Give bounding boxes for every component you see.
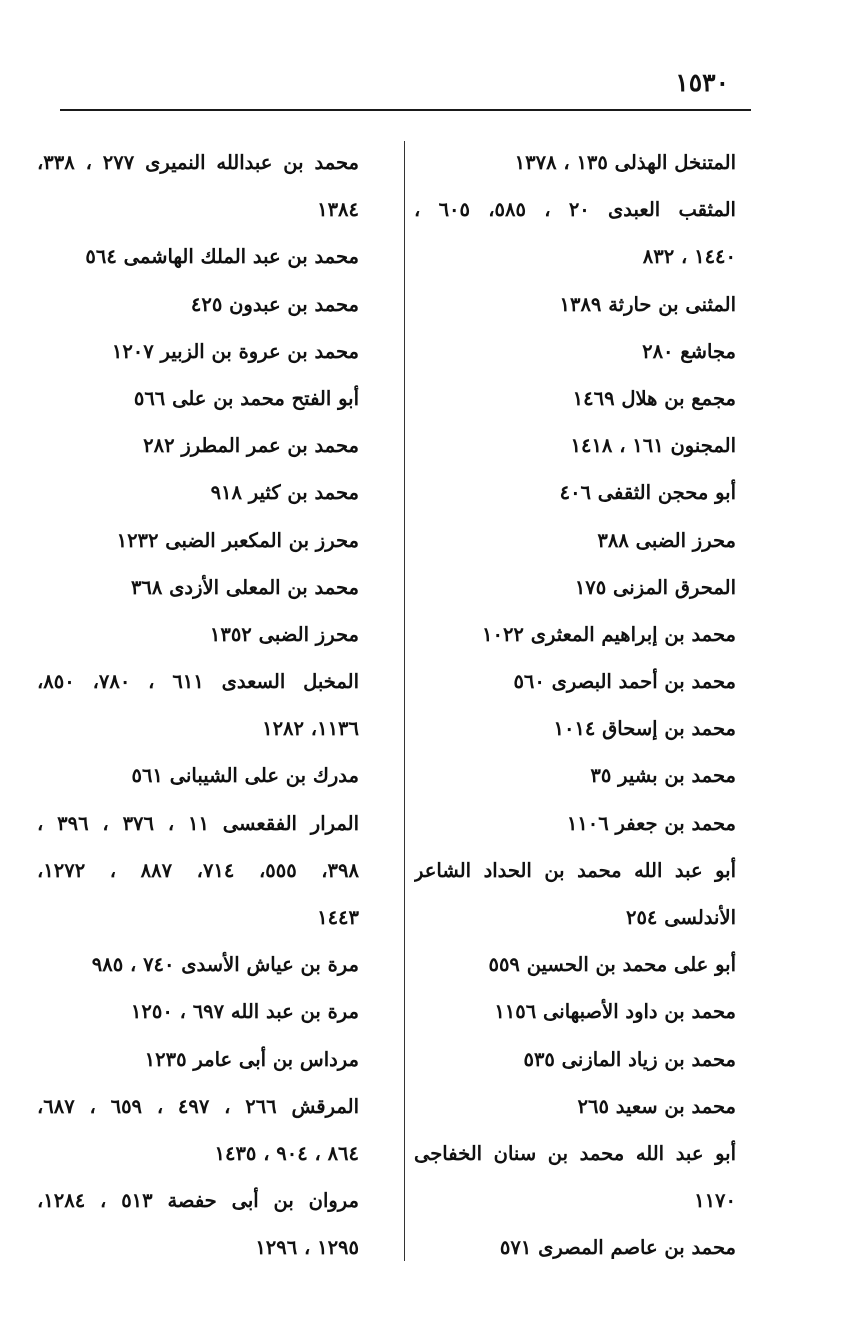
index-entry-line: ٨٦٤ ، ٩٠٤ ، ١٤٣٥: [214, 1141, 359, 1165]
index-entry-line: المخبل السعدى ٦١١ ، ٧٨٠، ٨٥٠،: [37, 670, 359, 694]
index-entry-line: محمد بن عبدون ٤٢٥: [190, 292, 359, 316]
index-entry-line: المجنون ١٦١ ، ١٤١٨: [570, 434, 736, 458]
index-entry-line: محرز الضبى ١٣٥٢: [209, 622, 359, 646]
index-entry-line: أبو عبد الله محمد بن الحداد الشاعر: [414, 858, 736, 882]
index-entry-line: محمد بن عمر المطرز ٢٨٢: [143, 434, 359, 458]
index-entry-line: مرة بن عبد الله ٦٩٧ ، ١٢٥٠: [130, 1000, 359, 1024]
header-rule: [60, 109, 751, 111]
index-entry-line: ١٢٩٥ ، ١٢٩٦: [255, 1236, 359, 1260]
index-entry-line: المثقب العبدى ٢٠ ، ٥٨٥، ٦٠٥ ،: [414, 198, 736, 222]
index-entry-line: محمد بن إسحاق ١٠١٤: [553, 717, 736, 741]
index-entry-line: المثنى بن حارثة ١٣٨٩: [559, 292, 736, 316]
index-entry-line: مرداس بن أبى عامر ١٢٣٥: [144, 1047, 359, 1071]
index-entry-line: محمد بن داود الأصبهانى ١١٥٦: [494, 1000, 736, 1024]
index-entry-line: أبو الفتح محمد بن على ٥٦٦: [133, 386, 359, 410]
index-entry-line: مجاشع ٢٨٠: [642, 339, 736, 363]
index-entry-line: محمد بن بشير ٣٥: [590, 764, 736, 788]
index-entry-line: أبو عبد الله محمد بن سنان الخفاجى: [414, 1141, 736, 1165]
index-entry-line: محمد بن عبد الملك الهاشمى ٥٦٤: [85, 245, 359, 269]
index-entry-line: ١٤٤٣: [317, 906, 359, 929]
index-entry-line: محمد بن عاصم المصرى ٥٧١: [499, 1236, 736, 1260]
index-entry-line: محمد بن إبراهيم المعثرى ١٠٢٢: [482, 622, 736, 646]
column-divider: [404, 141, 405, 1261]
index-entry-line: محمد بن أحمد البصرى ٥٦٠: [513, 670, 736, 694]
index-entry-line: الأندلسى ٢٥٤: [625, 906, 736, 929]
index-entry-line: ٣٩٨، ٥٥٥، ٧١٤، ٨٨٧ ، ١٢٧٢،: [37, 858, 359, 882]
index-entry-line: مجمع بن هلال ١٤٦٩: [572, 386, 736, 410]
index-entry-line: محمد بن كثير ٩١٨: [210, 481, 359, 505]
index-entry-line: ١٤٤٠ ، ٨٣٢: [642, 245, 736, 269]
index-entry-line: ١٣٨٤: [317, 198, 359, 222]
index-entry-line: المتنخل الهذلى ١٣٥ ، ١٣٧٨: [514, 151, 736, 174]
index-entry-line: محمد بن سعيد ٢٦٥: [577, 1094, 736, 1118]
index-entry-line: مروان بن أبى حفصة ٥١٣ ، ١٢٨٤،: [37, 1189, 359, 1213]
index-entry-line: المرقش ٢٦٦ ، ٤٩٧ ، ٦٥٩ ، ٦٨٧،: [37, 1094, 359, 1118]
index-entry-line: المرار الفقعسى ١١ ، ٣٧٦ ، ٣٩٦ ،: [37, 811, 359, 835]
index-entry-line: محرز بن المكعبر الضبى ١٢٣٢: [116, 528, 359, 552]
index-entry-line: محمد بن عروة بن الزبير ١٢٠٧: [111, 339, 359, 363]
index-entry-line: المحرق المزنى ١٧٥: [574, 575, 736, 599]
index-entry-line: محمد بن المعلى الأزدى ٣٦٨: [130, 575, 359, 599]
index-column-left: [37, 139, 359, 1272]
index-entry-line: محرز الضبى ٣٨٨: [597, 528, 736, 552]
index-entry-line: محمد بن زياد المازنى ٥٣٥: [523, 1047, 736, 1071]
index-entry-line: مدرك بن على الشيبانى ٥٦١: [131, 764, 359, 788]
index-column-right: [414, 139, 736, 1272]
index-entry-line: ١١٣٦، ١٢٨٢: [262, 717, 359, 741]
index-entry-line: أبو على محمد بن الحسين ٥٥٩: [488, 953, 736, 977]
index-entry-line: محمد بن جعفر ١١٠٦: [566, 811, 736, 835]
page-number: ١٥٣٠: [675, 68, 729, 97]
index-entry-line: ١١٧٠: [694, 1189, 736, 1213]
index-entry-line: أبو محجن الثقفى ٤٠٦: [559, 481, 736, 505]
index-entry-line: مرة بن عياش الأسدى ٧٤٠ ، ٩٨٥: [91, 953, 359, 977]
index-entry-line: محمد بن عبدالله النميرى ٢٧٧ ، ٣٣٨،: [37, 151, 359, 174]
